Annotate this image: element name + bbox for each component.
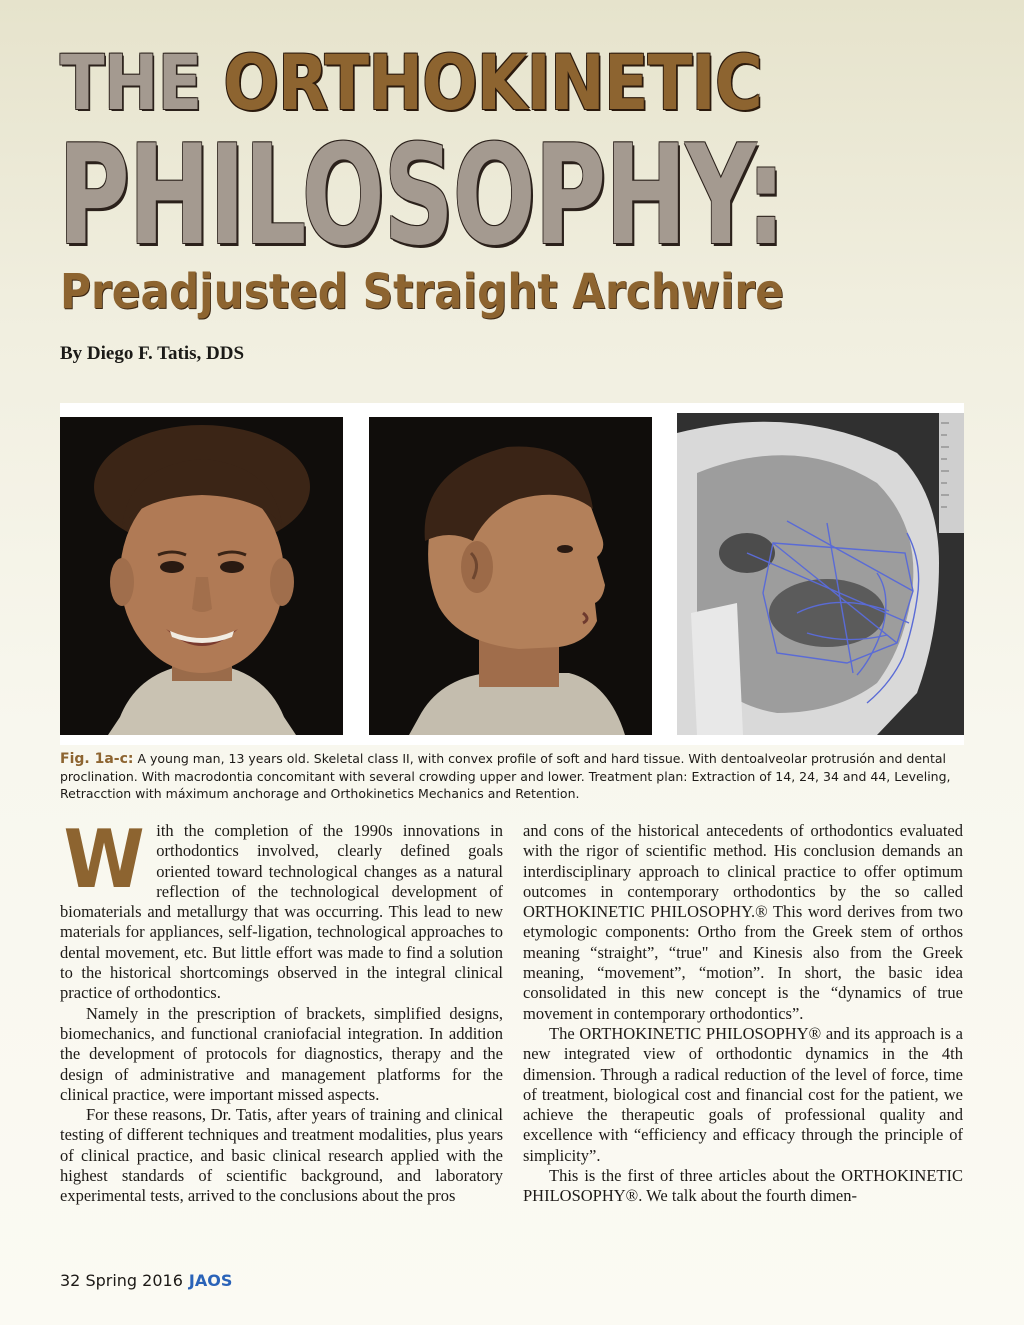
journal-name: JAOS <box>188 1271 233 1290</box>
author-byline: By Diego F. Tatis, DDS <box>60 343 245 364</box>
title-line-1 <box>60 40 834 126</box>
figure-caption <box>60 750 960 802</box>
article-column-right <box>523 821 963 1207</box>
frontal-face-photo <box>60 417 343 735</box>
paragraph-6: This is the first of three articles about the ORTHOKINETIC PHILOSOPHY®. We talk about the fourth dimen- <box>523 1166 963 1206</box>
paragraph-2: Namely in the prescription of brackets, simplified designs, biomechanics, and functional craniofacial integration. In addition the development of protocols for diagnostics, therapy and the design of administrative and management platforms for the clinical practice, were important missed aspects. <box>60 1003 503 1104</box>
figure-label: Fig. 1a-c: <box>60 751 134 767</box>
drop-cap: W <box>63 813 145 906</box>
paragraph-3: For these reasons, Dr. Tatis, after years of training and clinical testing of different techniques and treatment modalities, plus years of clinical practice, and basic clinical research applied with the highest standards of scientific background, and laboratory experimental tests, arrived to the conclusions about the pros <box>60 1105 503 1206</box>
paragraph-5: The ORTHOKINETIC PHILOSOPHY® and its approach is a new integrated view of orthodontic dynamics in the 4th dimension. Through a radical reduction of the level of force, time of treatment, biological cost and financial cost for the patient, we achieve the therapeutic goals of professional quality and excellence with “efficiency and efficacy through the principle of simplicity”. <box>523 1023 963 1165</box>
page-footer <box>60 1271 232 1290</box>
title-word-philosophy: PHILOSOPHY: <box>58 115 785 276</box>
title-word-the: THE <box>60 38 202 127</box>
paragraph-4: and cons of the historical antecedents of orthodontics evaluated with the rigor of scientific method. His conclusion demands an interdisciplinary approach to clinical practice to offer optimum outcomes in contemporary orthodontics by the so called ORTHOKINETIC PHILOSOPHY.® This word derives from two etymologic components: Ortho from the Greek stem of orthos meaning “straight”, “true" and Kinesis also from the Greek meaning, “movement”, “motion”. In short, the basic idea consolidated in this new concept is the “dynamics of true movement in contemporary orthodontics”. <box>523 821 963 1023</box>
profile-face-photo <box>369 417 652 735</box>
figure-caption-text: A young man, 13 years old. Skeletal class II, with convex profile of soft and hard tissue. With dentoalveolar protrusión and dental proclination. With macrodontia concomitant with several crowding upper and lower. Treatment plan: Extraction of 14, 24, 34 and 44, Leveling, Retracction with máximum anchorage and Orthokinetics Mechanics and Retention. <box>60 751 951 801</box>
title-word-orthokinetic: ORTHOKINETIC <box>223 38 762 127</box>
paragraph-1-text: ith the completion of the 1990s innovations in orthodontics involved, clearly defined goals oriented toward technological changes as a natural reflection of the technological development of biomaterials and metallurgy that was occurring. This lead to new materials for appliances, self-ligation, technological approaches to dental movement, etc. But little effort was made to find a solution to the historical shortcomings observed in the integral clinical practice of orthodontics. <box>60 821 503 1003</box>
paragraph-1 <box>60 813 503 1004</box>
figure-photo-strip <box>60 403 964 745</box>
cephalometric-xray <box>677 413 964 735</box>
article-subtitle: Preadjusted Straight Archwire <box>60 264 784 320</box>
article-column-left <box>60 813 503 1207</box>
issue-date: Spring 2016 <box>85 1271 183 1290</box>
page-number: 32 <box>60 1271 81 1290</box>
